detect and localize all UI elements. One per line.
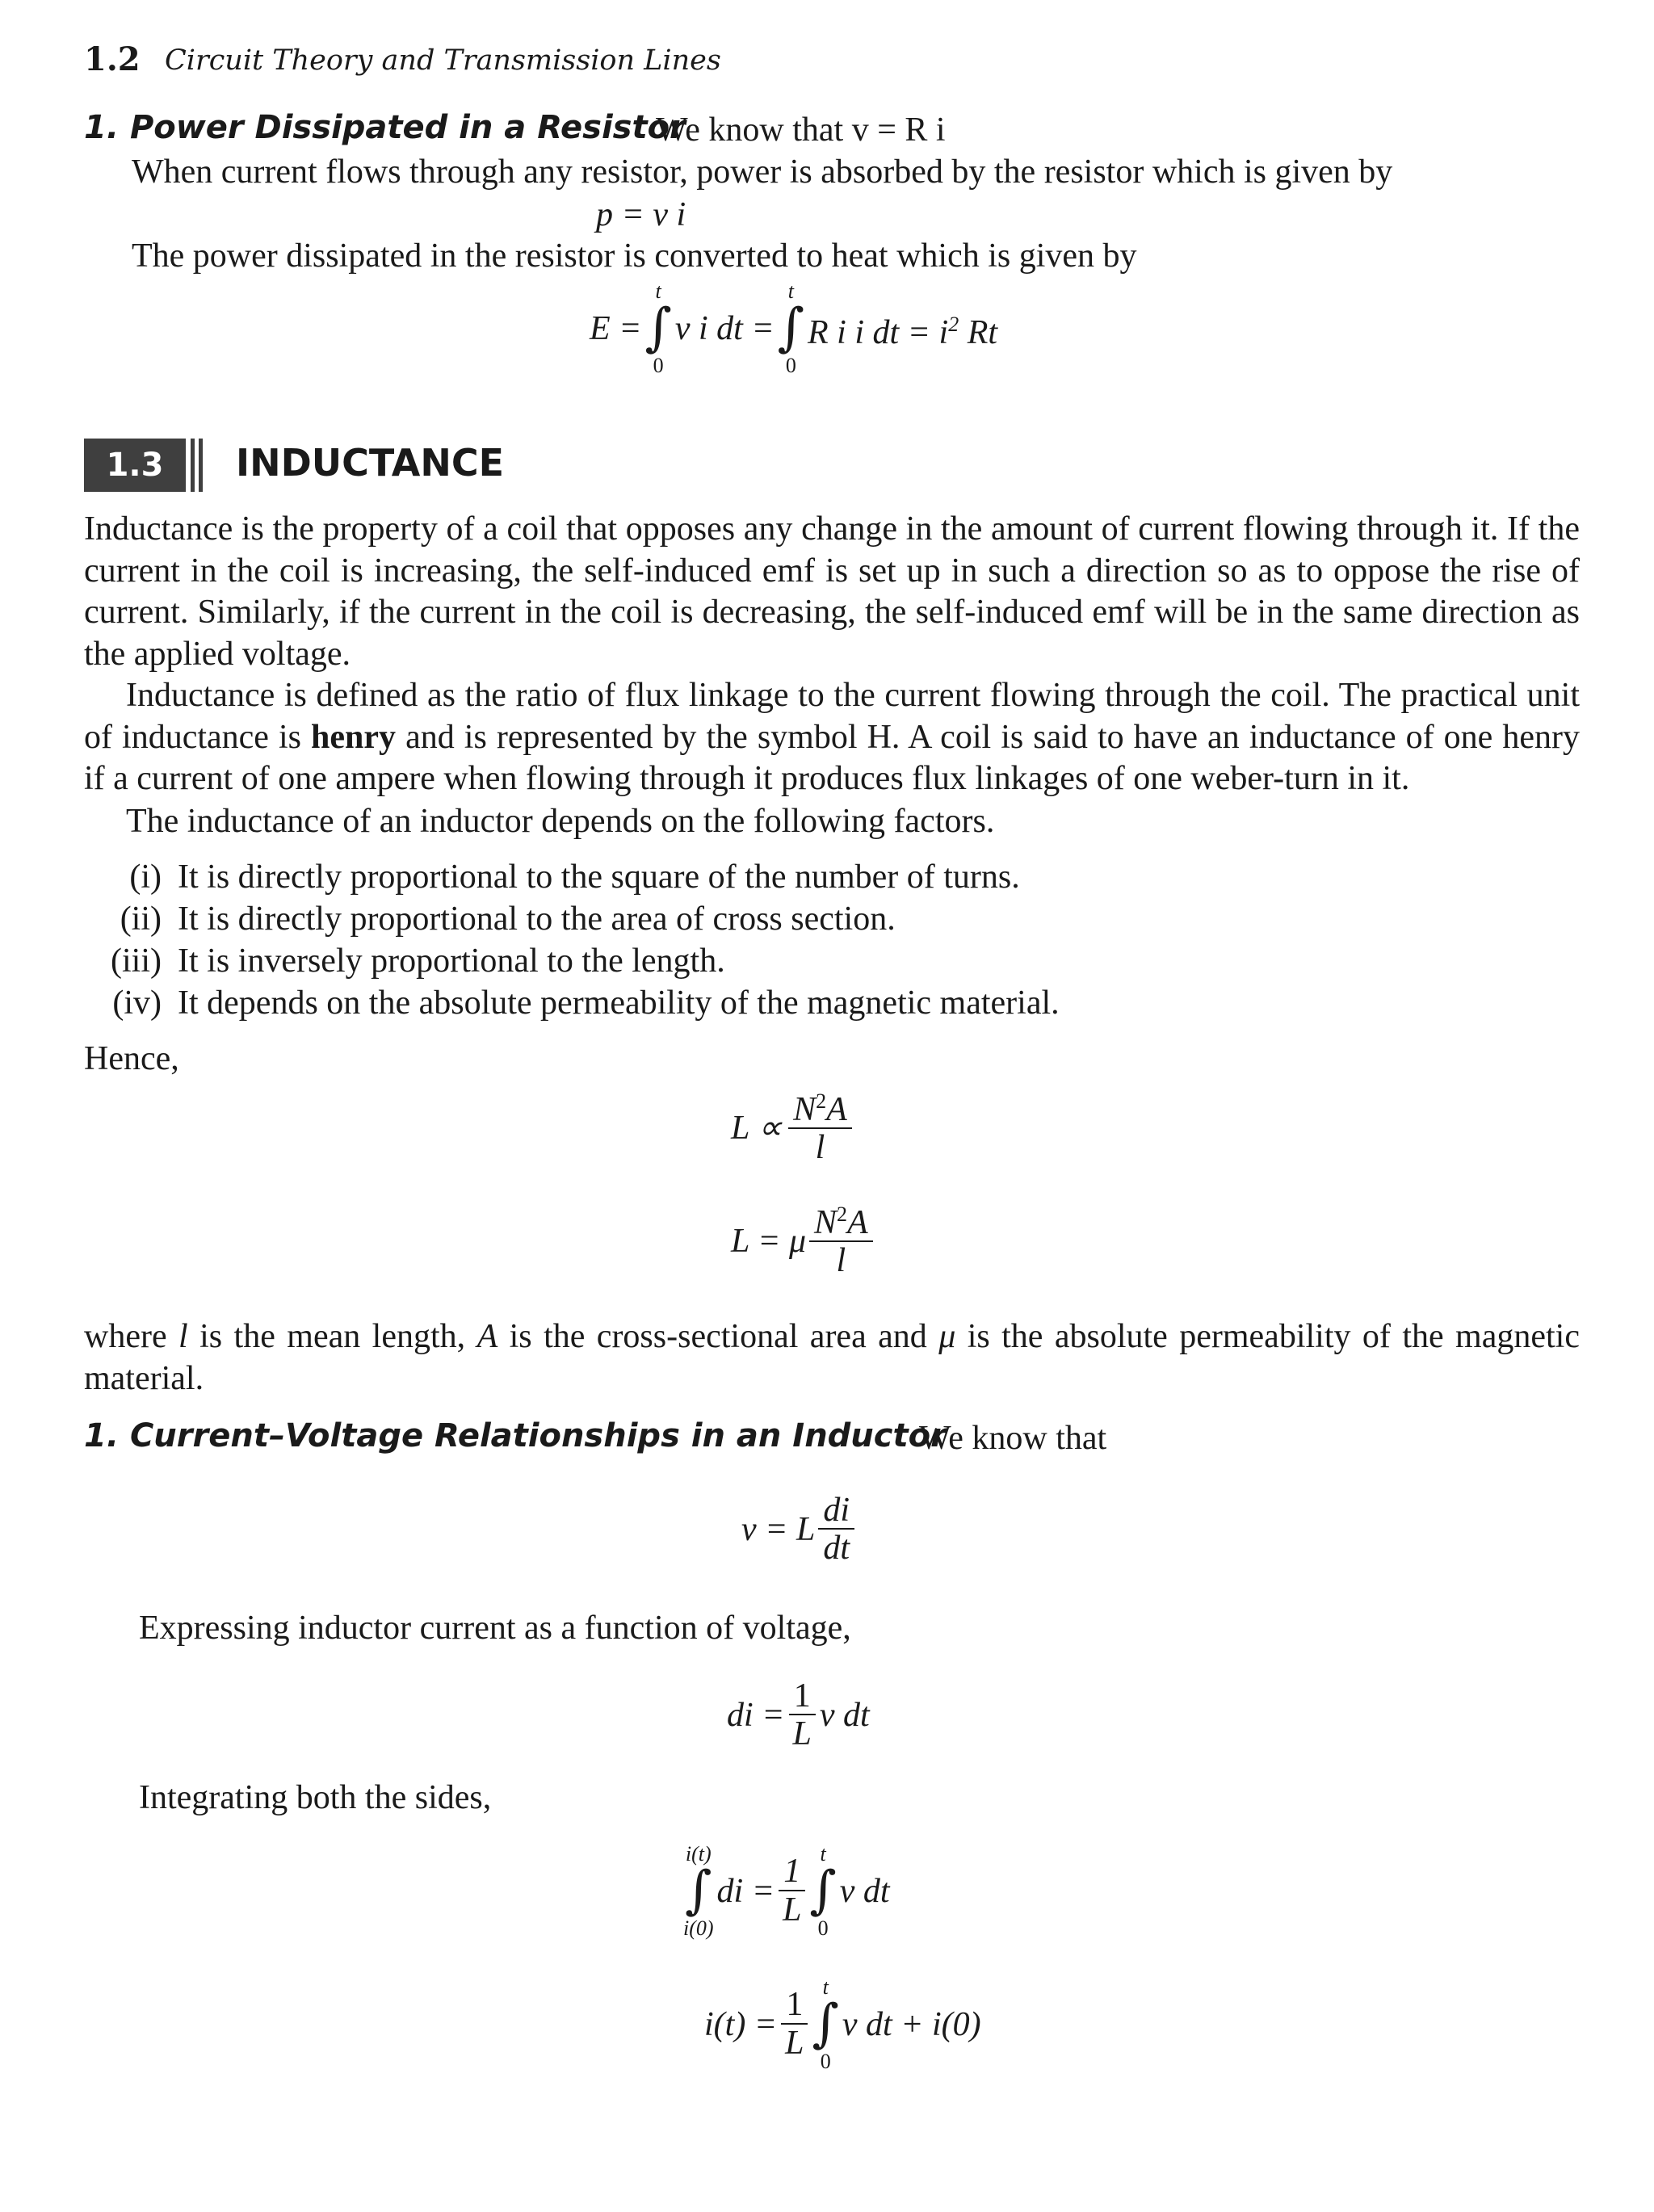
paragraph-where: where l is the mean length, A is the cross-sectional area and μ is the absolute permeability of the magnetic material.	[84, 1318, 1580, 1397]
section-divider	[191, 439, 195, 492]
power-intro: We know that v = R i	[656, 111, 946, 149]
paragraph-henry-a: Inductance is defined as the ratio of flux linkage to the current flowing through the coil. The practical unit of inductance is	[84, 677, 1580, 756]
section-number: 1.3	[84, 439, 186, 492]
equation-L-proportional: L ∝ $\frac{N^2A}{l}$	[731, 1090, 852, 1166]
expressing-text: Expressing inductor current as a function of voltage,	[139, 1610, 851, 1647]
list-item: (iv) It depends on the absolute permeability of the magnetic material.	[112, 984, 1060, 1022]
iv-heading: 1. Current–Voltage Relationships in an Inductor	[84, 1417, 947, 1454]
list-item: (iii) It is inversely proportional to the length.	[111, 942, 725, 980]
list-item: (ii) It is directly proportional to the area of cross section.	[120, 900, 896, 938]
paragraph-factors-intro: The inductance of an inductor depends on the following factors.	[126, 803, 995, 840]
power-line2: The power dissipated in the resistor is converted to heat which is given by	[132, 237, 1137, 275]
equation-v-L-di-dt: v = L $\frac{di}{dt}$	[741, 1492, 854, 1567]
list-item: (i) It is directly proportional to the square of the number of turns.	[129, 858, 1020, 896]
paragraph-henry-b: and is represented by the symbol H. A coil is said to have an inductance of one henry if a current of one ampere when flowing through it produces flux linkages of one weber-turn in it.	[84, 718, 1580, 797]
paragraph-henry	[84, 675, 1580, 800]
iv-intro: We know that	[919, 1420, 1107, 1457]
equation-di: di = $\frac{1}{L}$ v dt	[727, 1677, 870, 1753]
page-number: 1.2	[84, 40, 141, 78]
equation-L-formula: L = μ $\frac{N^2A}{l}$	[731, 1203, 873, 1279]
power-line1: When current flows through any resistor, power is absorbed by the resistor which is given by	[132, 153, 1393, 191]
henry-term: henry	[311, 718, 397, 756]
power-eq-p: p = v i	[596, 196, 686, 233]
hence-label: Hence,	[84, 1040, 179, 1077]
paragraph-definition: Inductance is the property of a coil that opposes any change in the amount of current flowing through it. If the current in the coil is increasing, the self-induced emf is set up in such a direction so as to oppose the rise of current. Similarly, if the current in the coil is decreasing, the self-induced emf will be in the same direction as the applied voltage.	[84, 510, 1580, 673]
integrating-text: Integrating both the sides,	[139, 1779, 492, 1816]
power-heading: 1. Power Dissipated in a Resistor	[84, 109, 686, 146]
energy-equation: E = t ∫ 0 v i dt = t ∫ 0 R i i dt = $i^2$ Rt	[590, 279, 998, 377]
section-divider	[199, 439, 203, 492]
running-title: Circuit Theory and Transmission Lines	[165, 44, 721, 77]
equation-i-t: i(t) = $\frac{1}{L}$ t ∫ 0 v dt + i(0)	[704, 1975, 981, 2073]
section-title: INDUCTANCE	[236, 441, 504, 485]
equation-integral-di: i(t) ∫ i(0) di = $\frac{1}{L}$ t ∫ 0 v dt	[683, 1842, 890, 1940]
